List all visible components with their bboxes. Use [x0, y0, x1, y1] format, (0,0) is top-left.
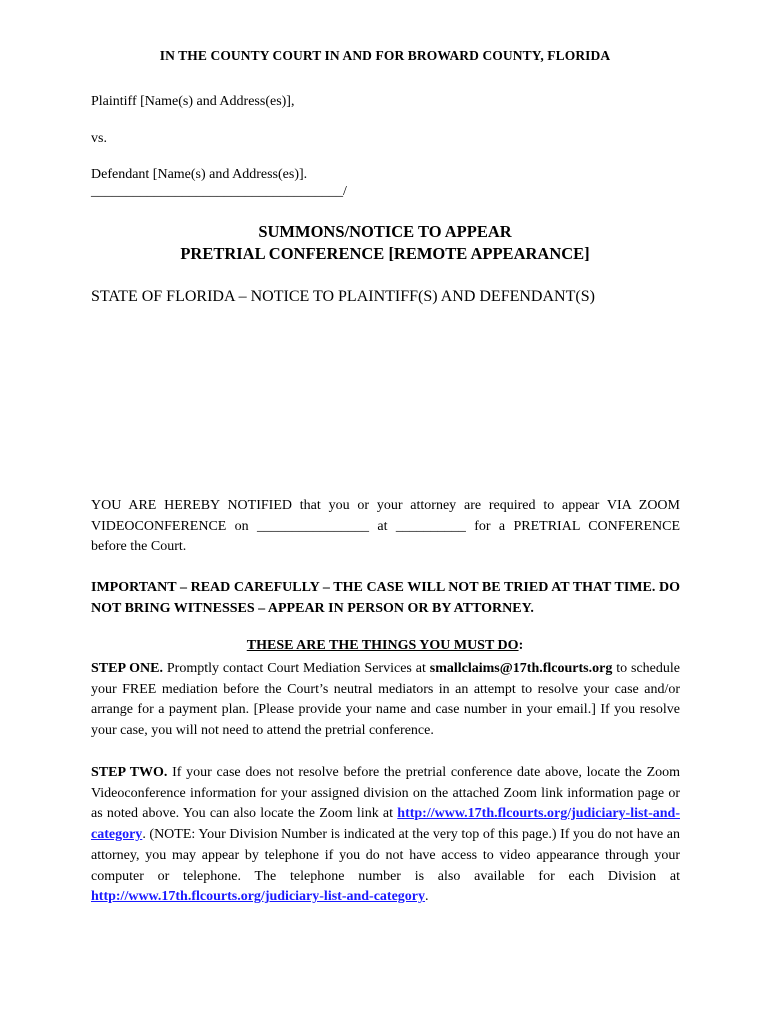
notified-text-part1: YOU ARE HEREBY NOTIFIED that you or your attorney are required to appear VIA ZOOM VIDEOCONFERENCE on: [91, 498, 680, 534]
step-two-text2: . (NOTE: Your Division Number is indicated at the very top of this page.) If you do not have an attorney, you may appear by telephone if you do not have access to video appearance through your computer or telephone. The telephone number is also available for each Division at: [91, 827, 680, 884]
notified-at: at: [369, 518, 396, 534]
court-header: IN THE COUNTY COURT IN AND FOR BROWARD COUNTY, FLORIDA: [159, 48, 611, 63]
must-do-colon: :: [518, 638, 524, 653]
step-two-paragraph: [91, 763, 680, 908]
step-two-text3: .: [425, 889, 429, 905]
notified-paragraph: [91, 496, 680, 558]
defendant-line: Defendant [Name(s) and Address(es)].: [91, 167, 308, 182]
step-two-label: STEP TWO.: [91, 765, 168, 780]
document-title-line2: PRETRIAL CONFERENCE [REMOTE APPEARANCE]: [180, 244, 590, 263]
mediation-email: smallclaims@17th.flcourts.org: [429, 661, 613, 676]
judiciary-list-link-2[interactable]: http://www.17th.flcourts.org/judiciary-list-and-category: [91, 889, 426, 905]
caption-blank-line: ____________________________________/: [91, 184, 347, 199]
plaintiff-line: Plaintiff [Name(s) and Address(es)],: [91, 94, 295, 109]
important-paragraph: IMPORTANT – READ CAREFULLY – THE CASE WILL NOT BE TRIED AT THAT TIME. DO NOT BRING WITNESSES – APPEAR IN PERSON OR BY ATTORNEY.: [91, 580, 680, 616]
document-title-line1: SUMMONS/NOTICE TO APPEAR: [258, 222, 512, 241]
notice-heading: STATE OF FLORIDA – NOTICE TO PLAINTIFF(S) AND DEFENDANT(S): [91, 288, 595, 305]
step-one-label: STEP ONE.: [91, 661, 163, 676]
judiciary-list-link-1[interactable]: http://www.17th.flcourts.org/judiciary-list-and-category: [91, 806, 680, 843]
date-blank: ________________: [257, 518, 370, 534]
vs-line: vs.: [91, 131, 107, 146]
step-one-text2: to schedule your FREE mediation before the Court’s neutral mediators in an attempt to resolve your case and/or arrange for a payment plan. [Please provide your name and case number in your email.] If you resolve your case, you will not need to attend the pretrial conference.: [91, 661, 680, 739]
step-one-paragraph: [91, 659, 680, 742]
step-two-text1: If your case does not resolve before the pretrial conference date above, locate the Zoom Videoconference information for your assigned division on the attached Zoom link information page or as noted above. You can also locate the Zoom link at: [91, 765, 681, 822]
must-do-heading: [0, 638, 770, 654]
notified-text-part2: for a PRETRIAL CONFERENCE before the Court.: [91, 518, 680, 555]
time-blank: __________: [395, 518, 466, 534]
must-do-heading-text: THESE ARE THE THINGS YOU MUST DO: [246, 638, 519, 653]
step-one-text1: Promptly contact Court Mediation Services at: [162, 661, 430, 676]
